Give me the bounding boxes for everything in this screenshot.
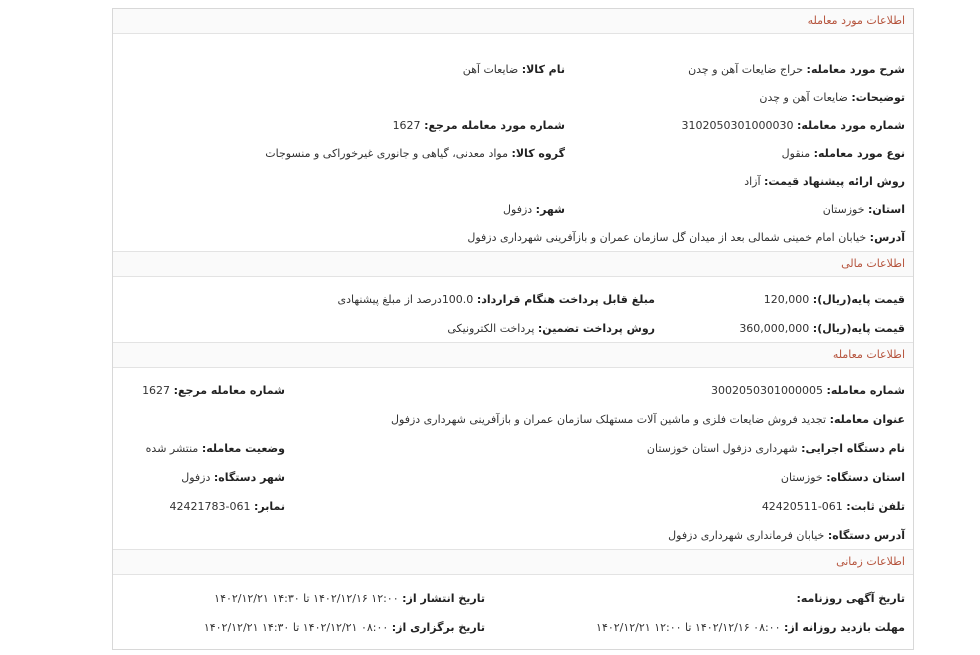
deal-province <box>823 203 905 216</box>
org-city-label: شهر دستگاه: <box>213 471 285 484</box>
transaction-number-label: شماره معامله: <box>826 384 905 397</box>
visit-deadline-value: ۰۸:۰۰ ۱۴۰۲/۱۲/۱۶ تا ۱۲:۰۰ ۱۴۰۲/۱۲/۲۱ <box>596 621 781 634</box>
visit-deadline-label: مهلت بازدید روزانه از: <box>784 621 905 634</box>
deal-description-label: شرح مورد معامله: <box>806 63 905 76</box>
base-price-label: قیمت پایه(ریال): <box>812 293 905 306</box>
org-phone-label: تلفن ثابت: <box>846 500 905 513</box>
org-fax <box>170 500 286 513</box>
visit-deadline <box>596 621 905 634</box>
hold-date <box>204 621 485 634</box>
publish-date-value: ۱۲:۰۰ ۱۴۰۲/۱۲/۱۶ تا ۱۴:۳۰ ۱۴۰۲/۱۲/۲۱ <box>214 592 399 605</box>
deal-description-value: حراج ضایعات آهن و چدن <box>688 63 804 76</box>
org-fax-value: 061-42421783 <box>169 500 251 513</box>
deal-ref-number-value: 1627 <box>392 119 421 132</box>
details-panel <box>112 8 914 650</box>
hold-date-label: تاریخ برگزاری از: <box>391 621 485 634</box>
deal-description <box>688 63 905 76</box>
executive-org-value: شهرداری دزفول استان خوزستان <box>646 442 798 455</box>
guarantee-method-value: پرداخت الکترونیکی <box>447 322 535 335</box>
goods-name-value: ضایعات آهن <box>462 63 519 76</box>
section-header-transaction: اطلاعات معامله <box>113 342 913 368</box>
contract-payable-label: مبلغ قابل پرداخت هنگام قرارداد: <box>476 293 655 306</box>
section-header-financial: اطلاعات مالی <box>113 251 913 277</box>
deal-number-value: 3102050301000030 <box>681 119 794 132</box>
publish-date-label: تاریخ انتشار از: <box>402 592 485 605</box>
deal-type-value: منقول <box>781 147 811 160</box>
deal-number-label: شماره مورد معامله: <box>796 119 905 132</box>
transaction-status-label: وضعیت معامله: <box>201 442 285 455</box>
deal-type-label: نوع مورد معامله: <box>813 147 905 160</box>
transaction-ref-number-value: 1627 <box>142 384 171 397</box>
goods-group-value: مواد معدنی، گیاهی و جانوری غیرخوراکی و منسوجات <box>265 147 508 160</box>
deal-province-value: خوزستان <box>822 203 865 216</box>
section-header-time: اطلاعات زمانی <box>113 549 913 575</box>
deal-city-value: دزفول <box>503 203 533 216</box>
deal-ref-number <box>393 119 565 132</box>
guarantee-method <box>447 322 655 335</box>
bid-method-value: آزاد <box>744 175 761 188</box>
org-phone-value: 061-42420511 <box>761 500 843 513</box>
transaction-ref-number <box>142 384 285 397</box>
newspaper-date <box>796 592 905 605</box>
org-address-label: آدرس دستگاه: <box>827 529 905 542</box>
base-price <box>764 293 905 306</box>
goods-name-label: نام کالا: <box>521 63 565 76</box>
contract-payable-value: 100.0درصد از مبلغ پیشنهادی <box>337 293 474 306</box>
transaction-number-value: 3002050301000005 <box>711 384 823 397</box>
deal-address <box>467 231 905 244</box>
org-address-value: خیابان فرمانداری شهرداری دزفول <box>668 529 825 542</box>
org-phone <box>762 500 905 513</box>
base-price-value: 120,000 <box>763 293 810 306</box>
transaction-title-label: عنوان معامله: <box>829 413 905 426</box>
executive-org-label: نام دستگاه اجرایی: <box>801 442 905 455</box>
transaction-title-value: تجدید فروش ضایعات فلزی و ماشین آلات مستهلک سازمان عمران و بازآفرینی شهرداری دزفول <box>391 413 827 426</box>
deal-notes-label: توضیحات: <box>851 91 905 104</box>
deal-city <box>503 203 565 216</box>
deal-address-label: آدرس: <box>869 231 905 244</box>
base-price-2 <box>739 322 905 335</box>
goods-group <box>265 147 565 160</box>
bid-method-label: روش ارائه پیشنهاد قیمت: <box>764 175 905 188</box>
org-fax-label: نمابر: <box>253 500 285 513</box>
org-city <box>181 471 285 484</box>
deal-ref-number-label: شماره مورد معامله مرجع: <box>424 119 565 132</box>
transaction-status-value: منتشر شده <box>145 442 199 455</box>
executive-org <box>647 442 905 455</box>
transaction-title <box>391 413 905 426</box>
deal-province-label: استان: <box>868 203 905 216</box>
deal-type <box>782 147 905 160</box>
org-province-label: استان دستگاه: <box>826 471 905 484</box>
transaction-ref-number-label: شماره معامله مرجع: <box>173 384 285 397</box>
deal-address-value: خیابان امام خمینی شمالی بعد از میدان گل سازمان عمران و بازآفرینی شهرداری دزفول <box>467 231 867 244</box>
deal-number <box>682 119 906 132</box>
deal-city-label: شهر: <box>535 203 565 216</box>
org-province <box>781 471 905 484</box>
org-address <box>668 529 905 542</box>
goods-name <box>463 63 565 76</box>
base-price-2-value: 360,000,000 <box>739 322 810 335</box>
hold-date-value: ۰۸:۰۰ ۱۴۰۲/۱۲/۲۱ تا ۱۴:۳۰ ۱۴۰۲/۱۲/۲۱ <box>203 621 389 634</box>
org-province-value: خوزستان <box>780 471 823 484</box>
publish-date <box>214 592 485 605</box>
contract-payable <box>337 293 655 306</box>
section-header-deal-info: اطلاعات مورد معامله <box>113 9 913 34</box>
org-city-value: دزفول <box>181 471 211 484</box>
goods-group-label: گروه کالا: <box>511 147 565 160</box>
bid-method <box>744 175 905 188</box>
base-price-2-label: قیمت پایه(ریال): <box>812 322 905 335</box>
transaction-status <box>146 442 285 455</box>
deal-notes <box>759 91 905 104</box>
newspaper-date-label: تاریخ آگهی روزنامه: <box>796 592 905 605</box>
deal-notes-value: ضایعات آهن و چدن <box>759 91 848 104</box>
guarantee-method-label: روش پرداخت تضمین: <box>537 322 655 335</box>
transaction-number <box>711 384 905 397</box>
